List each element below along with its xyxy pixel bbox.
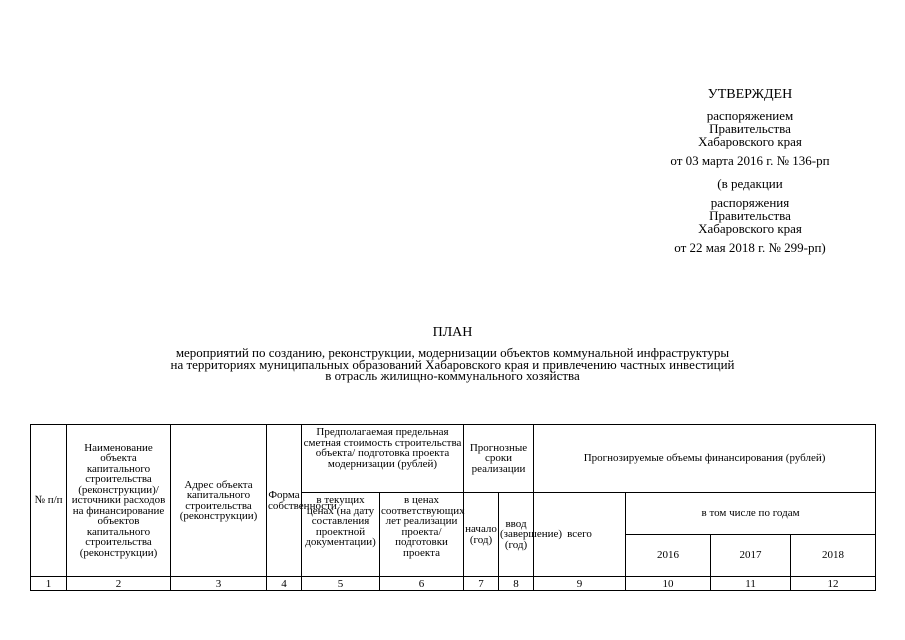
header-year: 2018 [791,535,876,577]
amendment-line: Правительства [709,208,791,223]
column-number: 11 [711,577,791,591]
column-number: 3 [171,577,267,591]
header-year: 2017 [711,535,791,577]
header-by-years: в том числе по годам [626,493,876,535]
header-estimated-cost: Предполагаемая предельная сметная стоимость строительства объекта/ подготовка проекта модернизации (рублей) [302,425,464,493]
header-terms: Прогнозные сроки реализации [464,425,534,493]
amendment-line: распоряжения [710,195,790,210]
subtitle-line: в отрасль жилищно-коммунального хозяйства [325,368,580,383]
header-start-year: начало (год) [464,493,499,577]
header-object-name: Наименование объекта капитального строительства (реконструкции)/ источники расходов на финансирование объектов капитального строительства (реконструкции) [67,425,171,577]
subtitle-line: на территориях муниципальных образований Хабаровского края и привлечению частных инвестиций [170,356,735,372]
document-title: ПЛАН [432,325,473,340]
approval-line: Хабаровского края [698,134,802,149]
column-number: 7 [464,577,499,591]
header-cost-current: в текущих ценах (на дату составления проектной документации) [302,493,380,577]
header-financing: Прогнозируемые объемы финансирования (рублей) [534,425,876,493]
column-number: 5 [302,577,380,591]
plan-table [30,424,876,591]
column-number: 12 [791,577,876,591]
header-ownership: Форма собственности [267,425,302,577]
header-total: всего [534,493,626,577]
amendment-date: от 22 мая 2018 г. № 299-рп) [674,240,826,255]
document-subtitle [0,347,905,382]
header-address: Адрес объекта капитального строительства (реконструкции) [171,425,267,577]
header-cost-future: в ценах соответствующих лет реализации проекта/ подготовки проекта [380,493,464,577]
column-number: 6 [380,577,464,591]
header-number: № п/п [31,425,67,577]
approval-line: распоряжением [706,108,794,123]
column-number: 4 [267,577,302,591]
column-number: 8 [499,577,534,591]
approval-block [600,88,900,254]
column-number: 9 [534,577,626,591]
amendment-line: Хабаровского края [698,221,802,236]
approval-line: Правительства [709,121,791,136]
subtitle-line: мероприятий по созданию, реконструкции, модернизации объектов коммунальной инфраструктуры [175,345,730,360]
amendment-line: (в редакции [717,176,783,191]
approval-heading: УТВЕРЖДЕН [707,87,793,102]
header-end-year: ввод (завершение) (год) [499,493,534,577]
header-year: 2016 [626,535,711,577]
approval-date: от 03 марта 2016 г. № 136-рп [670,153,830,168]
column-number: 10 [626,577,711,591]
column-number: 1 [31,577,67,591]
column-number: 2 [67,577,171,591]
